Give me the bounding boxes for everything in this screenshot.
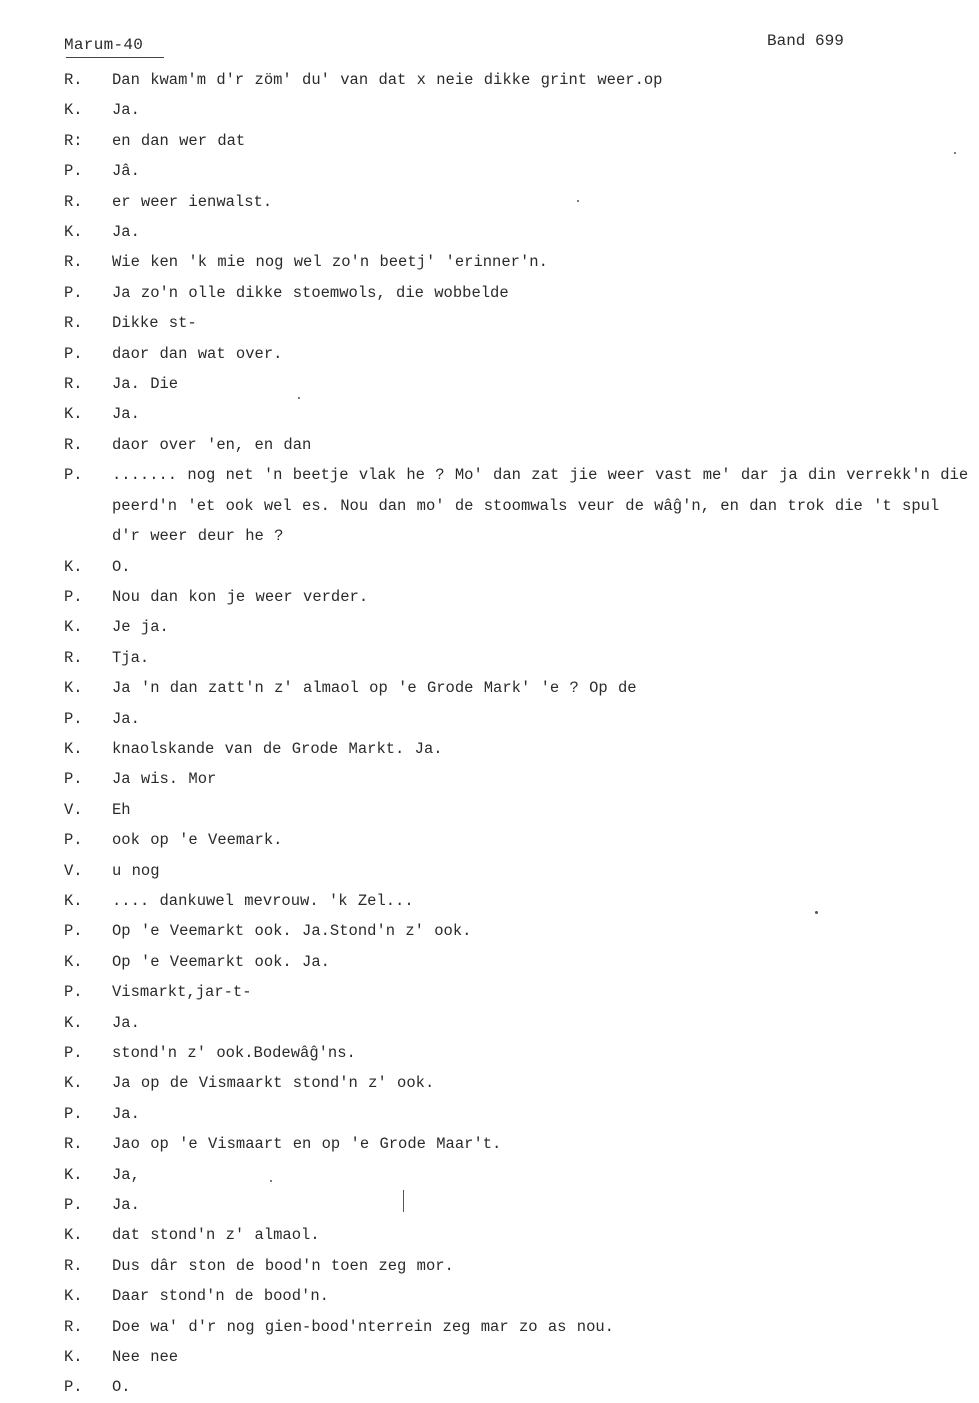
transcript-line bbox=[64, 1160, 969, 1190]
speaker-label: R. bbox=[64, 192, 83, 211]
transcript-line bbox=[64, 187, 969, 217]
utterance-text: Ja op de Vismaarkt stond'n z' ook. bbox=[112, 1074, 435, 1093]
transcript-body bbox=[64, 65, 979, 1403]
utterance-text: Dus dâr ston de bood'n toen zeg mor. bbox=[112, 1256, 454, 1275]
transcript-line bbox=[64, 156, 969, 186]
transcript-line bbox=[64, 1372, 969, 1402]
utterance-text: Wie ken 'k mie nog wel zo'n beetj' 'erinner'n. bbox=[112, 253, 548, 272]
utterance-text: Ja. bbox=[112, 223, 140, 242]
utterance-text: Jao op 'e Vismaart en op 'e Grode Maar't. bbox=[112, 1135, 502, 1154]
transcript-line bbox=[64, 947, 969, 977]
transcript-line bbox=[64, 1038, 969, 1068]
transcript-line bbox=[64, 1342, 969, 1372]
speaker-label: P. bbox=[64, 344, 83, 363]
speaker-label: K. bbox=[64, 405, 83, 424]
speaker-label: P. bbox=[64, 922, 83, 941]
utterance-text: stond'n z' ook.Bodewâĝ'ns. bbox=[112, 1044, 356, 1062]
speaker-label: K. bbox=[64, 618, 83, 637]
utterance-text: .... dankuwel mevrouw. 'k Zel... bbox=[112, 891, 414, 910]
utterance-text: Ja. bbox=[112, 709, 140, 728]
utterance-text: Ja zo'n olle dikke stoemwols, die wobbelde bbox=[112, 283, 509, 302]
scan-speck bbox=[577, 200, 579, 202]
speaker-label: R. bbox=[64, 1317, 83, 1336]
speaker-label: V. bbox=[64, 861, 83, 880]
utterance-text: Nee nee bbox=[112, 1348, 179, 1367]
speaker-label: P. bbox=[64, 283, 83, 302]
utterance-text: dat stond'n z' almaol. bbox=[112, 1226, 320, 1245]
speaker-label: K. bbox=[64, 101, 83, 120]
transcript-line bbox=[64, 764, 969, 794]
utterance-text: Op 'e Veemarkt ook. Ja.Stond'n z' ook. bbox=[112, 922, 472, 941]
speaker-label: P. bbox=[64, 1196, 83, 1215]
transcript-line bbox=[64, 65, 969, 95]
utterance-text: O. bbox=[112, 1378, 131, 1397]
utterance-text: Ja. bbox=[112, 101, 140, 120]
utterance-text: Daar stond'n de bood'n. bbox=[112, 1287, 329, 1306]
utterance-text: Ja 'n dan zatt'n z' almaol op 'e Grode Mark' 'e ? Op de bbox=[112, 679, 637, 698]
speaker-label: K. bbox=[64, 891, 83, 910]
transcript-line bbox=[64, 430, 969, 460]
speaker-label: K. bbox=[64, 1165, 83, 1184]
speaker-label: K. bbox=[64, 1226, 83, 1245]
speaker-label: K. bbox=[64, 557, 83, 576]
transcript-line bbox=[64, 795, 969, 825]
utterance-text: Ja. bbox=[112, 1104, 140, 1123]
transcript-line bbox=[64, 1068, 969, 1098]
speaker-label: V. bbox=[64, 800, 83, 819]
speaker-label: K. bbox=[64, 1013, 83, 1032]
transcript-line bbox=[64, 825, 969, 855]
utterance-text: Ja wis. Mor bbox=[112, 770, 217, 789]
speaker-label: P. bbox=[64, 1378, 83, 1397]
transcript-line bbox=[64, 1312, 969, 1342]
utterance-text: Ja. bbox=[112, 405, 140, 424]
speaker-label: R. bbox=[64, 314, 83, 333]
scan-speck bbox=[954, 152, 956, 154]
transcript-line bbox=[64, 399, 969, 429]
utterance-text: Ja. bbox=[112, 1196, 140, 1215]
speaker-label: R. bbox=[64, 648, 83, 667]
transcript-line bbox=[64, 916, 969, 946]
transcript-line bbox=[64, 582, 969, 612]
scan-speck bbox=[815, 911, 818, 914]
utterance-text: Op 'e Veemarkt ook. Ja. bbox=[112, 952, 330, 971]
utterance-text: Dan kwam'm d'r zöm' du' van dat x neie dikke grint weer.op bbox=[112, 71, 663, 89]
speaker-label: P. bbox=[64, 983, 83, 1002]
utterance-text: Je ja. bbox=[112, 618, 169, 637]
transcript-line bbox=[64, 369, 969, 399]
utterance-text: er weer ienwalst. bbox=[112, 192, 273, 211]
transcript-line bbox=[64, 612, 969, 642]
utterance-text: Vismarkt,jar-t- bbox=[112, 983, 252, 1002]
band-label: Band 699 bbox=[767, 32, 844, 50]
transcript-line bbox=[64, 704, 969, 734]
speaker-label: P. bbox=[64, 1044, 83, 1062]
transcript-line bbox=[64, 1129, 969, 1159]
utterance-text: en dan wer dat bbox=[112, 131, 246, 150]
transcript-line bbox=[64, 217, 969, 247]
speaker-label: R. bbox=[64, 375, 83, 394]
transcript-line bbox=[64, 460, 979, 551]
speaker-label: K. bbox=[64, 952, 83, 971]
utterance-text: Eh bbox=[112, 800, 131, 819]
page-title: Marum-40 bbox=[64, 36, 144, 54]
speaker-label: P. bbox=[64, 831, 83, 850]
utterance-text: daor over 'en, en dan bbox=[112, 435, 312, 454]
speaker-label: K. bbox=[64, 223, 83, 242]
utterance-text: daor dan wat over. bbox=[112, 344, 283, 363]
speaker-label: P. bbox=[64, 709, 83, 728]
utterance-text: ook op 'e Veemark. bbox=[112, 831, 283, 850]
transcript-line bbox=[64, 1220, 969, 1250]
speaker-label: K. bbox=[64, 1074, 83, 1093]
utterance-text: Ja, bbox=[112, 1165, 140, 1184]
speaker-label: P. bbox=[64, 1104, 83, 1123]
scan-speck bbox=[270, 1180, 272, 1182]
transcript-line bbox=[64, 552, 969, 582]
utterance-text: Ja. bbox=[112, 1013, 140, 1032]
transcript-line bbox=[64, 95, 969, 125]
utterance-text: O. bbox=[112, 557, 131, 576]
utterance-text: Nou dan kon je weer verder. bbox=[112, 587, 369, 606]
utterance-text: Doe wa' d'r nog gien-bood'nterrein zeg mar zo as nou. bbox=[112, 1317, 614, 1336]
speaker-label: P. bbox=[64, 770, 83, 789]
transcript-line bbox=[64, 734, 969, 764]
transcript-line bbox=[64, 1190, 969, 1220]
utterance-text: knaolskande van de Grode Markt. Ja. bbox=[112, 739, 443, 758]
transcript-line bbox=[64, 1008, 969, 1038]
utterance-text: Dikke st- bbox=[112, 314, 197, 333]
speaker-label: R. bbox=[64, 435, 83, 454]
speaker-label: P. bbox=[64, 162, 83, 181]
utterance-text: Ja. Die bbox=[112, 375, 179, 394]
speaker-label: K. bbox=[64, 679, 83, 698]
transcript-line bbox=[64, 1251, 969, 1281]
transcript-line bbox=[64, 1099, 969, 1129]
scan-mark bbox=[403, 1190, 404, 1212]
utterance-text: u nog bbox=[112, 861, 160, 880]
utterance-text: Tja. bbox=[112, 648, 150, 667]
speaker-label: R. bbox=[64, 1256, 83, 1275]
transcript-line bbox=[64, 977, 969, 1007]
utterance-text: ....... nog net 'n beetje vlak he ? Mo' dan zat jie weer vast me' dar ja din verrekk'n die peerd'n 'et ook wel es. Nou dan mo' de stoomwals veur de wâĝ'n, en dan trok die 't spul d'r weer deur he ? bbox=[112, 466, 979, 546]
speaker-label: R. bbox=[64, 71, 83, 89]
scan-speck bbox=[298, 397, 300, 399]
transcript-line bbox=[64, 126, 969, 156]
speaker-label: P. bbox=[64, 587, 83, 606]
transcript-line bbox=[64, 673, 969, 703]
speaker-label: P. bbox=[64, 466, 83, 485]
speaker-label: K. bbox=[64, 739, 83, 758]
transcript-line bbox=[64, 886, 969, 916]
speaker-label: K. bbox=[64, 1348, 83, 1367]
title-underline bbox=[66, 57, 164, 58]
transcript-line bbox=[64, 856, 969, 886]
transcript-line bbox=[64, 308, 969, 338]
transcript-line bbox=[64, 247, 969, 277]
speaker-label: R: bbox=[64, 131, 83, 150]
utterance-text: Jâ. bbox=[112, 162, 140, 181]
speaker-label: K. bbox=[64, 1287, 83, 1306]
transcript-line bbox=[64, 278, 969, 308]
transcript-line bbox=[64, 643, 969, 673]
speaker-label: R. bbox=[64, 253, 83, 272]
transcript-line bbox=[64, 1281, 969, 1311]
transcript-line bbox=[64, 339, 969, 369]
speaker-label: R. bbox=[64, 1135, 83, 1154]
